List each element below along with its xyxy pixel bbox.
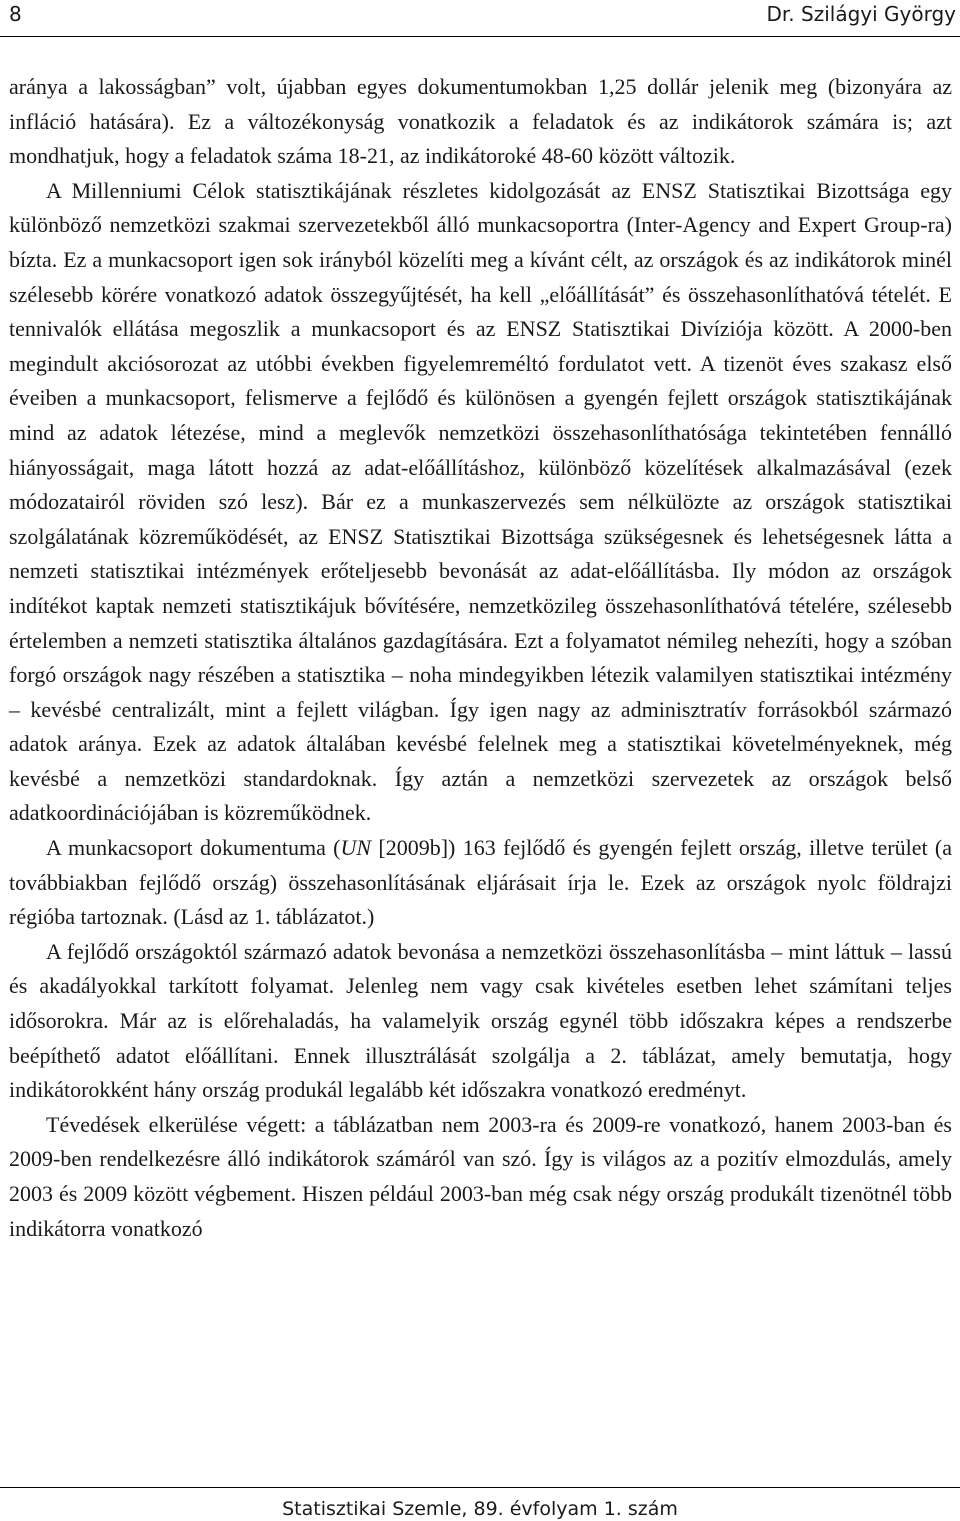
article-body	[9, 70, 952, 1246]
paragraph-1: aránya a lakosságban” volt, újabban egyes dokumentumokban 1,25 dollár jelenik meg (bizonyára az infláció hatására). Ez a változékonyság vonatkozik a feladatok és az indikátorok számára is; azt mondhatjuk, hogy a feladatok száma 18-21, az indikátoroké 48-60 között változik.	[9, 74, 952, 169]
citation-un: UN	[340, 835, 372, 861]
paragraph-3	[9, 831, 952, 935]
paragraph-3-rest: [2009b]) 163 fejlődő és gyengén fejlett ország, illetve terület (a továbbiakban fejlődő ország) összehasonlításának eljárásait írja le. Ezek az országok nyolc földrajzi régióba tartoznak. (Lásd az 1. táblázatot.)	[9, 835, 952, 930]
page-number: 8	[9, 2, 22, 26]
page-footer	[0, 1487, 960, 1520]
paragraph-5: Tévedések elkerülése végett: a táblázatban nem 2003-ra és 2009-re vonatkozó, hanem 2003-ban és 2009-ben rendelkezésre álló indikátorok számáról van szó. Így is világos az a pozitív elmozdulás, amely 2003 és 2009 között végbement. Hiszen például 2003-ban még csak négy ország produkált tizenötnél több indikátorra vonatkozó	[9, 1111, 952, 1241]
paragraph-3-start: A munkacsoport dokumentuma (	[46, 835, 341, 861]
journal-info: Statisztikai Szemle, 89. évfolyam 1. szám	[282, 1498, 678, 1520]
page-header	[0, 0, 960, 37]
paragraph-4: A fejlődő országoktól származó adatok bevonása a nemzetközi összehasonlításba – mint láttuk – lassú és akadályokkal tarkított folyamat. Jelenleg nem vagy csak kivételes esetben lehet számítani teljes idősorokra. Már az is előrehaladás, ha valamelyik ország egynél több időszakra képes a rendszerbe beépíthető adatot előállítani. Ennek illusztrálását szolgálja a 2. táblázat, amely bemutatja, hogy indikátorokként hány ország produkál legalább két időszakra vonatkozó eredményt.	[9, 938, 952, 1103]
running-head-author: Dr. Szilágyi György	[766, 2, 956, 26]
paragraph-2: A Millenniumi Célok statisztikájának részletes kidolgozását az ENSZ Statisztikai Bizottsága egy különböző nemzetközi szakmai szervezetekből álló munkacsoportra (Inter-Agency and Expert Group-ra) bízta. Ez a munkacsoport igen sok irányból közelíti meg a kívánt célt, az országok és az indikátorok minél szélesebb körére vonatkozó adatok összegyűjtését, ha kell „előállítását” és összehasonlíthatóvá tételét. E tennivalók ellátása megoszlik a munkacsoport és az ENSZ Statisztikai Divíziója között. A 2000-ben megindult akciósorozat az utóbbi években figyelemreméltó fordulatot vett. A tizenöt éves szakasz első éveiben a munkacsoport, felismerve a fejlődő és különösen a gyengén fejlett országok statisztikájának mind az adatok létezése, mind a meglevők nemzetközi összehasonlíthatósága tekintetében fennálló hiányosságait, maga látott hozzá az adat-előállításhoz, különböző közelítések alkalmazásával (ezek módozatairól röviden szó lesz). Bár ez a munkaszervezés sem nélkülözte az országok statisztikai szolgálatának közreműködését, az ENSZ Statisztikai Bizottsága szükségesnek és lehetségesnek látta a nemzeti statisztikai intézmények erőteljesebb bevonását az adat-előállításba. Ily módon az országok indítékot kaptak nemzeti statisztikájuk bővítésére, nemzetközileg összehasonlíthatóvá tételére, szélesebb értelemben a nemzeti statisztika általános gazdagítására. Ezt a folyamatot némileg nehezíti, hogy a szóban forgó országok nagy részében a statisztika – noha mindegyikben létezik valamilyen statisztikai intézmény – kevésbé centralizált, mint a fejlett világban. Így igen nagy az adminisztratív forrásokból származó adatok aránya. Ezek az adatok általában kevésbé felelnek meg a statisztikai követelményeknek, még kevésbé a nemzetközi standardoknak. Így aztán a nemzetközi szervezetek az országok belső adatkoordinációjában is közreműködnek.	[9, 177, 952, 826]
